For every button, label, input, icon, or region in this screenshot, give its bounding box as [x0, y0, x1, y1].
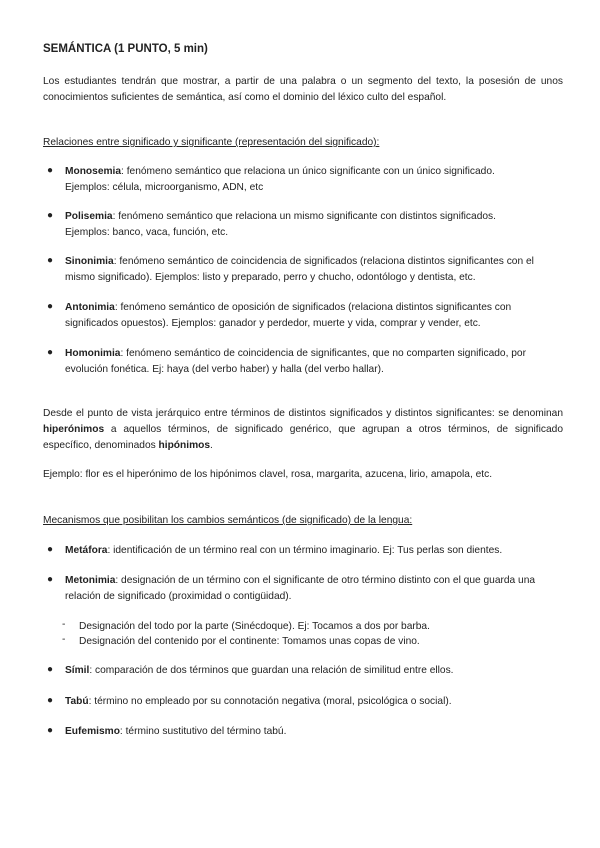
list-item-antonimia — [65, 300, 565, 332]
section1-heading: Relaciones entre significado y significante (representación del significado): — [43, 137, 380, 148]
intro-paragraph: Los estudiantes tendrán que mostrar, a partir de una palabra o un segmento del texto, la posesión de unos conocimientos suficientes de semántica, así como el dominio del léxico culto del español. — [43, 76, 563, 103]
term-hiponimos: hipónimos — [158, 440, 211, 451]
definition-simil: : comparación de dos términos que guardan una relación de similitud entre ellos. — [89, 665, 454, 676]
hierarchy-text-2: a aquellos términos, de significado genérico, que agrupan a otros términos, de significado específico, denominados — [43, 424, 563, 451]
list-item-eufemismo — [65, 724, 565, 740]
dash-icon: - — [62, 619, 66, 630]
definition-metafora: : identificación de un término real con un término imaginario. Ej: Tus perlas son dientes. — [107, 545, 503, 556]
bullet-icon: ● — [47, 165, 54, 176]
list-item-sinonimia — [65, 254, 565, 286]
bullet-icon: ● — [47, 301, 54, 312]
term-monosemia: Monosemia — [65, 166, 122, 177]
term-antonimia: Antonimia — [65, 302, 115, 313]
hierarchy-paragraph — [43, 406, 563, 454]
definition-homonimia: : fenómeno semántico de coincidencia de significantes, que no comparten significado, por evolución fonética. Ej: haya (del verbo haber) y halla (del verbo hallar). — [65, 348, 526, 375]
hierarchy-example: Ejemplo: flor es el hiperónimo de los hipónimos clavel, rosa, margarita, azucena, lirio, amapola, etc. — [43, 469, 493, 480]
definition-polisemia: : fenómeno semántico que relaciona un mismo significante con distintos significados. — [112, 211, 496, 222]
term-homonimia: Homonimia — [65, 348, 121, 359]
term-tabu: Tabú — [65, 696, 89, 707]
definition-metonimia: : designación de un término con el significante de otro término distinto con el que guarda una relación de significado (proximidad o contigüidad). — [65, 575, 536, 602]
list-item-monosemia — [65, 164, 565, 196]
term-metafora: Metáfora — [65, 545, 108, 556]
bullet-icon: ● — [47, 347, 54, 358]
bullet-icon: ● — [47, 574, 54, 585]
term-hiperonimos: hiperónimos — [43, 424, 105, 435]
term-polisemia: Polisemia — [65, 211, 113, 222]
term-sinonimia: Sinonimia — [65, 256, 114, 267]
example-polisemia: Ejemplos: banco, vaca, función, etc. — [65, 227, 229, 238]
section2-heading: Mecanismos que posibilitan los cambios semánticos (de significado) de la lengua: — [43, 515, 413, 526]
term-metonimia: Metonimia — [65, 575, 116, 586]
page-title: SEMÁNTICA (1 PUNTO, 5 min) — [43, 43, 208, 55]
term-eufemismo: Eufemismo — [65, 726, 120, 737]
list-item-metafora — [65, 543, 565, 559]
dash-icon: - — [62, 634, 66, 645]
definition-eufemismo: : término sustitutivo del término tabú. — [119, 726, 287, 737]
bullet-icon: ● — [47, 725, 54, 736]
list-item-polisemia — [65, 209, 565, 241]
definition-monosemia: : fenómeno semántico que relaciona un único significante con un único significado. — [121, 166, 495, 177]
subitem-continente: Designación del contenido por el continente: Tomamos unas copas de vino. — [79, 636, 420, 647]
definition-tabu: : término no empleado por su connotación negativa (moral, psicológica o social). — [88, 696, 452, 707]
list-item-homonimia — [65, 346, 565, 378]
hierarchy-text-1: Desde el punto de vista jerárquico entre términos de distintos significados y distintos significantes: se denominan — [43, 408, 563, 419]
bullet-icon: ● — [47, 664, 54, 675]
term-simil: Símil — [65, 665, 90, 676]
subitem-sinecdoque: Designación del todo por la parte (Sinécdoque). Ej: Tocamos a dos por barba. — [79, 621, 430, 632]
list-item-simil — [65, 663, 565, 679]
definition-antonimia: : fenómeno semántico de oposición de significados (relaciona distintos significantes con significados opuestos). Ejemplos: ganador y perdedor, muerte y vida, comprar y vender, etc. — [65, 302, 512, 329]
bullet-icon: ● — [47, 210, 54, 221]
bullet-icon: ● — [47, 695, 54, 706]
example-monosemia: Ejemplos: célula, microorganismo, ADN, etc — [65, 182, 264, 193]
list-item-tabu — [65, 694, 565, 710]
bullet-icon: ● — [47, 255, 54, 266]
definition-sinonimia: : fenómeno semántico de coincidencia de significados (relaciona distintos significantes con el mismo significado). Ejemplos: listo y preparado, perro y chucho, odontólogo y dentista, etc. — [65, 256, 534, 283]
bullet-icon: ● — [47, 544, 54, 555]
hierarchy-text-3: . — [210, 440, 213, 451]
list-item-metonimia — [65, 573, 565, 605]
